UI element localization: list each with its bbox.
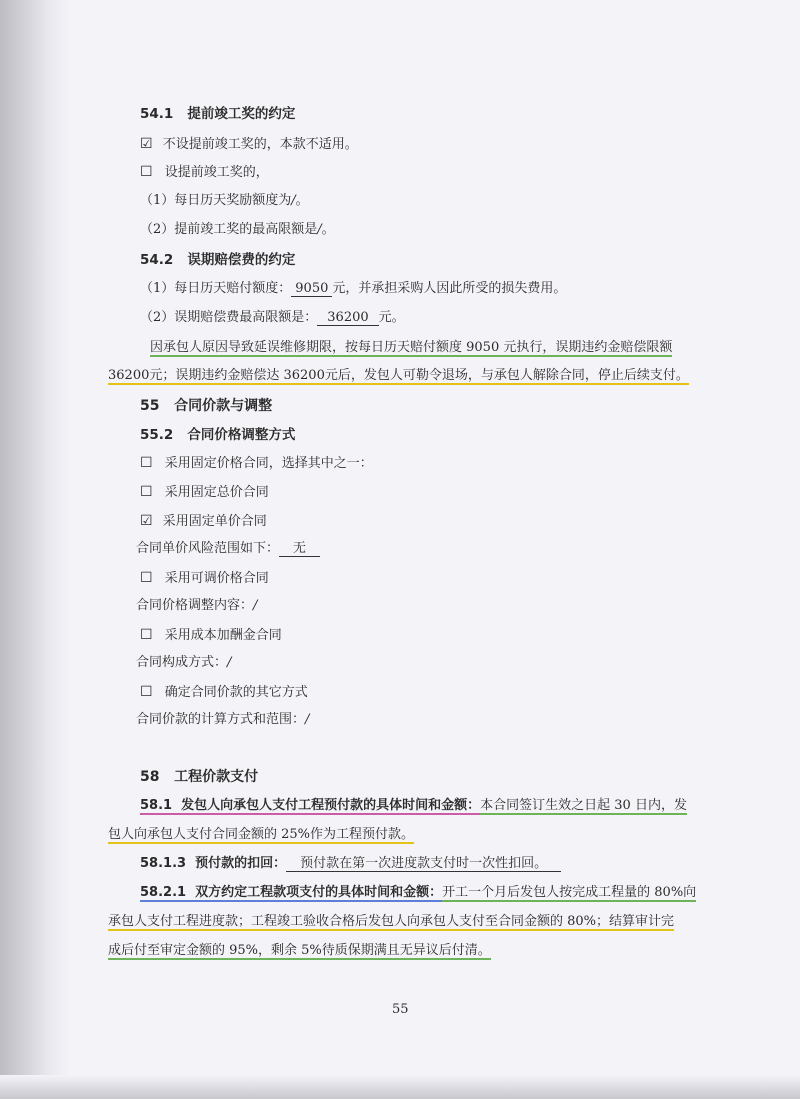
section-58-2-1-title bbox=[140, 885, 442, 902]
delay-paragraph-line-1 bbox=[150, 339, 672, 357]
daily-compensation-line bbox=[140, 280, 566, 298]
option-label: 采用成本加酬金合同 bbox=[164, 628, 282, 643]
delay-paragraph-line-2 bbox=[108, 367, 689, 385]
section-title: 发包人向承包人支付工程预付款的具体时间和金额： bbox=[181, 798, 481, 813]
compose-line bbox=[136, 654, 231, 672]
calc-method-line bbox=[136, 711, 309, 729]
section-58-1-title bbox=[140, 798, 480, 815]
progress-payment-text: 承包人支付工程进度款；工程竣工验收合格后发包人向承包人支付至合同金额的 80%；结算审计完 bbox=[108, 914, 675, 929]
unchecked-box-icon[interactable]: ☐ bbox=[140, 684, 153, 700]
daily-bonus-label: （1）每日历天奖励额度为 bbox=[140, 193, 292, 208]
option-label: 采用固定价格合同，选择其中之一： bbox=[164, 456, 373, 471]
progress-payment-text: 开工一个月后发包人按完成工程量的 80%向 bbox=[442, 885, 697, 900]
risk-range-value: 无 bbox=[279, 541, 320, 557]
section-58-2-1-line-2 bbox=[108, 913, 674, 931]
option-fixed-total bbox=[140, 483, 269, 502]
max-compensation-value: 36200 bbox=[317, 310, 378, 326]
max-bonus-line bbox=[140, 221, 335, 239]
daily-compensation-value: 9050 bbox=[291, 281, 332, 297]
adjust-content-line bbox=[136, 597, 257, 615]
section-number: 54.1 bbox=[140, 106, 174, 122]
calc-method-value: / bbox=[305, 712, 310, 727]
section-58-2-1-line-1 bbox=[140, 884, 696, 902]
punctuation: 。 bbox=[321, 222, 335, 237]
unchecked-box-icon[interactable]: ☐ bbox=[140, 570, 153, 586]
paragraph-text: 因承包人原因导致延误维修期限，按每日历天赔付额度 9050 元执行，误期违约金赔偿限额 bbox=[150, 340, 673, 355]
section-title: 预付款的扣回： bbox=[195, 856, 287, 871]
section-58-1-3-title bbox=[140, 856, 286, 871]
advance-deduction-text: 预付款在第一次进度款支付时一次性扣回。 bbox=[286, 856, 561, 872]
progress-payment-text: 成后付至审定金额的 95%，剩余 5%待质保期满且无异议后付清。 bbox=[108, 943, 491, 958]
compose-label: 合同构成方式： bbox=[136, 655, 228, 670]
option-label: 采用固定单价合同 bbox=[162, 514, 267, 529]
section-58-1-3 bbox=[140, 855, 561, 873]
max-compensation-line bbox=[140, 309, 405, 327]
section-number: 58.1 bbox=[140, 798, 173, 813]
unchecked-box-icon[interactable]: ☐ bbox=[140, 484, 153, 500]
advance-payment-text: 包人向承包人支付合同金额的 25%作为工程预付款。 bbox=[108, 827, 415, 842]
daily-compensation-suffix: 元，并承担采购人因此所受的损失费用。 bbox=[332, 281, 567, 296]
option-adjustable bbox=[140, 569, 269, 588]
page-number: 55 bbox=[392, 1002, 409, 1017]
unchecked-box-icon[interactable]: ☐ bbox=[140, 455, 153, 471]
punctuation: 。 bbox=[295, 193, 309, 208]
scan-page-edge bbox=[0, 0, 70, 1099]
option-label: 设提前竣工奖的， bbox=[164, 165, 269, 180]
section-number: 55.2 bbox=[140, 427, 174, 443]
section-number: 55 bbox=[140, 398, 160, 414]
unchecked-box-icon[interactable]: ☐ bbox=[140, 164, 153, 180]
section-number: 58.2.1 bbox=[140, 885, 187, 900]
section-54-1-heading bbox=[140, 105, 295, 123]
max-compensation-label: （2）误期赔偿费最高限额是： bbox=[140, 310, 318, 325]
section-58-1-line-1 bbox=[140, 797, 687, 815]
daily-compensation-label: （1）每日历天赔付额度： bbox=[140, 281, 292, 296]
max-bonus-label: （2）提前竣工奖的最高限额是 bbox=[140, 222, 318, 237]
option-label: 不设提前竣工奖的，本款不适用。 bbox=[162, 137, 358, 152]
unchecked-box-icon[interactable]: ☐ bbox=[140, 627, 153, 643]
compose-value: / bbox=[227, 655, 232, 670]
section-58-2-1-line-3 bbox=[108, 942, 491, 960]
option-label: 采用固定总价合同 bbox=[164, 485, 269, 500]
option-label: 采用可调价格合同 bbox=[164, 571, 269, 586]
max-compensation-suffix: 元。 bbox=[378, 310, 405, 325]
option-no-early-bonus bbox=[140, 135, 358, 154]
calc-method-label: 合同价款的计算方式和范围： bbox=[136, 712, 306, 727]
section-title: 合同价款与调整 bbox=[174, 398, 273, 414]
risk-range-label: 合同单价风险范围如下： bbox=[136, 541, 280, 556]
section-title: 双方约定工程款项支付的具体时间和金额： bbox=[195, 885, 443, 900]
adjust-content-value: / bbox=[253, 598, 258, 613]
checked-box-icon[interactable]: ☑ bbox=[140, 513, 153, 529]
section-58-heading bbox=[140, 768, 258, 786]
section-title: 误期赔偿费的约定 bbox=[187, 252, 296, 268]
adjust-content-label: 合同价格调整内容： bbox=[136, 598, 254, 613]
scan-bottom-edge bbox=[0, 1075, 800, 1099]
advance-payment-text: 本合同签订生效之日起 30 日内，发 bbox=[480, 798, 687, 813]
section-number: 58.1.3 bbox=[140, 856, 187, 871]
daily-bonus-value: / bbox=[291, 193, 296, 208]
section-title: 工程价款支付 bbox=[174, 769, 259, 785]
section-55-heading bbox=[140, 397, 272, 415]
risk-range-line bbox=[136, 540, 320, 558]
option-label: 确定合同价款的其它方式 bbox=[164, 685, 308, 700]
section-58-1-line-2 bbox=[108, 826, 414, 844]
section-54-2-heading bbox=[140, 251, 295, 269]
paragraph-text: 36200元；误期违约金赔偿达 36200元后，发包人可勒令退场，与承包人解除合同，停止后续支付。 bbox=[108, 368, 689, 383]
option-set-early-bonus bbox=[140, 163, 269, 182]
checked-box-icon[interactable]: ☑ bbox=[140, 136, 153, 152]
max-bonus-value: / bbox=[317, 222, 322, 237]
option-cost-plus bbox=[140, 626, 282, 645]
option-other-method bbox=[140, 683, 308, 702]
section-55-2-heading bbox=[140, 426, 295, 444]
section-title: 提前竣工奖的约定 bbox=[187, 106, 296, 122]
section-number: 58 bbox=[140, 769, 160, 785]
section-title: 合同价格调整方式 bbox=[187, 427, 296, 443]
section-number: 54.2 bbox=[140, 252, 174, 268]
daily-bonus-line bbox=[140, 192, 309, 210]
option-fixed-price bbox=[140, 454, 373, 473]
option-fixed-unit bbox=[140, 512, 267, 531]
